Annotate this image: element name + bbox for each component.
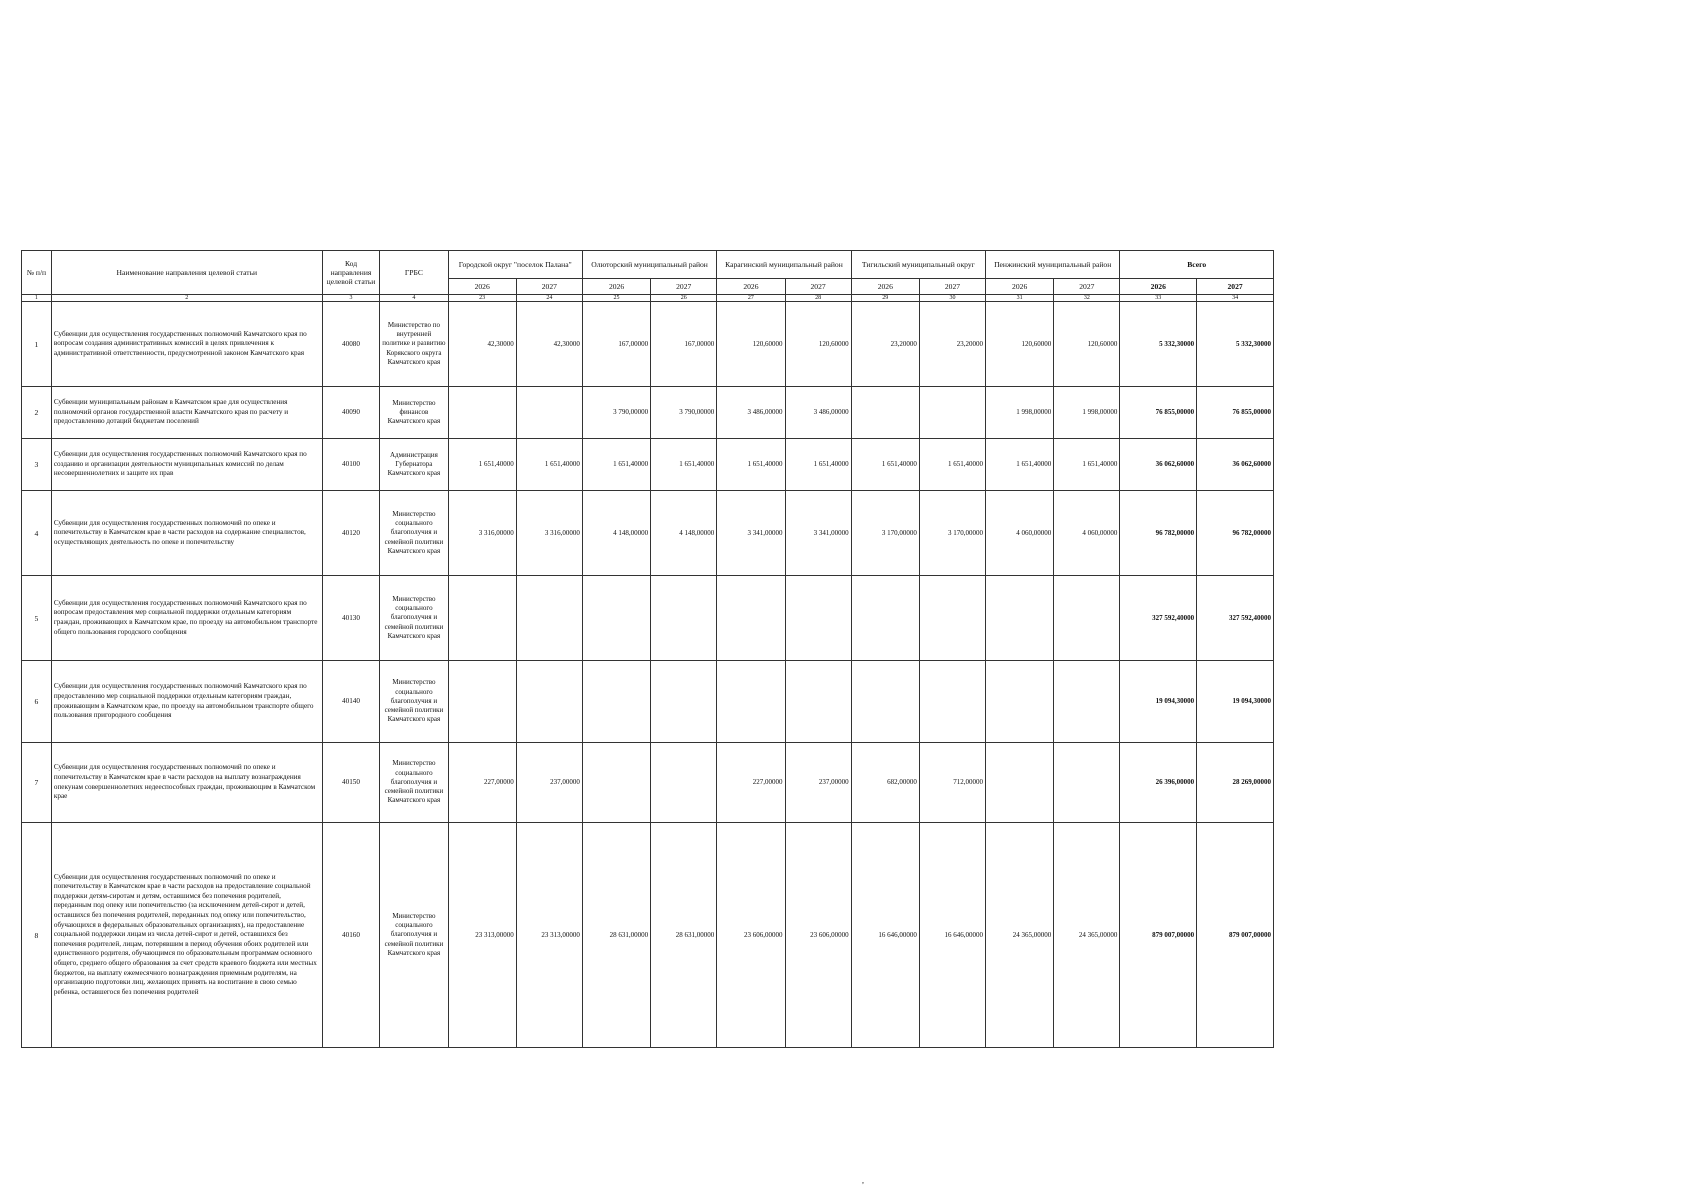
total-cell: 36 062,60000	[1197, 439, 1274, 491]
value-cell	[516, 661, 582, 743]
row-number: 7	[22, 743, 52, 823]
value-cell: 227,00000	[717, 743, 785, 823]
row-number: 1	[22, 302, 52, 387]
header-year: 2027	[1197, 279, 1274, 295]
column-number: 34	[1197, 295, 1274, 302]
value-cell: 120,60000	[717, 302, 785, 387]
total-cell: 96 782,00000	[1120, 491, 1197, 576]
row-code: 40130	[322, 576, 380, 661]
value-cell	[986, 576, 1054, 661]
header-group-olyutorsky: Олюторский муниципальный район	[582, 251, 716, 279]
row-code: 40140	[322, 661, 380, 743]
row-number: 5	[22, 576, 52, 661]
column-number: 26	[651, 295, 717, 302]
total-cell: 879 007,00000	[1197, 823, 1274, 1048]
total-cell: 879 007,00000	[1120, 823, 1197, 1048]
column-number: 2	[51, 295, 322, 302]
row-code: 40150	[322, 743, 380, 823]
row-name: Субвенции муниципальным районам в Камчатском крае для осуществления полномочий органов государственной власти Камчатского края по расчету и предоставлению дотаций бюджетам поселений	[51, 387, 322, 439]
row-name: Субвенции для осуществления государственных полномочий Камчатского края по вопросам создания административных комиссий в целях привлечения к административной ответственности, предусмотренной законом Камчатского края	[51, 302, 322, 387]
value-cell: 120,60000	[1054, 302, 1120, 387]
value-cell	[448, 661, 516, 743]
row-number: 4	[22, 491, 52, 576]
table-row	[22, 491, 1274, 576]
value-cell: 23 606,00000	[717, 823, 785, 1048]
header-name: Наименование направления целевой статьи	[51, 251, 322, 295]
total-cell: 96 782,00000	[1197, 491, 1274, 576]
column-number: 24	[516, 295, 582, 302]
column-number: 4	[380, 295, 448, 302]
value-cell	[516, 387, 582, 439]
column-number: 3	[322, 295, 380, 302]
row-number: 3	[22, 439, 52, 491]
value-cell: 23,20000	[919, 302, 985, 387]
table-row	[22, 302, 1274, 387]
value-cell: 1 998,00000	[986, 387, 1054, 439]
value-cell	[986, 743, 1054, 823]
value-cell: 1 651,40000	[986, 439, 1054, 491]
value-cell: 1 651,40000	[851, 439, 919, 491]
value-cell	[651, 743, 717, 823]
column-number: 27	[717, 295, 785, 302]
value-cell	[851, 576, 919, 661]
row-number: 2	[22, 387, 52, 439]
total-cell: 327 592,40000	[1197, 576, 1274, 661]
value-cell	[516, 576, 582, 661]
table-row	[22, 576, 1274, 661]
value-cell: 23 313,00000	[448, 823, 516, 1048]
table-row	[22, 661, 1274, 743]
value-cell: 4 060,00000	[1054, 491, 1120, 576]
table-row	[22, 439, 1274, 491]
subvention-table	[21, 250, 1274, 1048]
header-year: 2026	[448, 279, 516, 295]
row-code: 40160	[322, 823, 380, 1048]
value-cell	[919, 387, 985, 439]
value-cell	[1054, 661, 1120, 743]
value-cell: 167,00000	[651, 302, 717, 387]
row-name: Субвенции для осуществления государственных полномочий по опеке и попечительству в Камчатском крае в части расходов на предоставление социальной поддержки детям-сиротам и детям, оставшимся без попечения родителей, переданным под опеку или попечительство (за исключением детей-сирот и детей, оставшихся без попечения родителей, переданных под опеку или попечительство, обучающихся в федеральных образовательных организациях), на предоставление социальной поддержки лицам из числа детей-сирот и детей, оставшихся без попечения родителей, лицам, потерявшим в период обучения обоих родителей или единственного родителя, обучающимся по образовательным программам основного общего, среднего общего образования за счет средств краевого бюджета или местных бюджетов, на выплату ежемесячного вознаграждения приемным родителям, на организацию подготовки лиц, желающих принять на воспитание в свою семью ребенка, оставшегося без попечения родителей	[51, 823, 322, 1048]
value-cell: 28 631,00000	[582, 823, 650, 1048]
row-name: Субвенции для осуществления государственных полномочий Камчатского края по предоставлению мер социальной поддержки отдельным категориям граждан, проживающим в Камчатском крае, по проезду на автомобильном транспорте общего пользования пригородного сообщения	[51, 661, 322, 743]
row-grbs: Министерство социального благополучия и семейной политики Камчатского края	[380, 576, 448, 661]
value-cell: 3 341,00000	[717, 491, 785, 576]
value-cell	[851, 661, 919, 743]
table-row	[22, 823, 1274, 1048]
row-number: 6	[22, 661, 52, 743]
row-grbs: Министерство социального благополучия и семейной политики Камчатского края	[380, 823, 448, 1048]
total-cell: 5 332,30000	[1120, 302, 1197, 387]
column-number: 31	[986, 295, 1054, 302]
header-year: 2027	[785, 279, 851, 295]
value-cell	[785, 576, 851, 661]
value-cell	[919, 576, 985, 661]
value-cell: 712,00000	[919, 743, 985, 823]
value-cell: 3 316,00000	[448, 491, 516, 576]
column-number-row	[22, 295, 1274, 302]
value-cell: 3 170,00000	[851, 491, 919, 576]
column-number: 25	[582, 295, 650, 302]
value-cell: 3 170,00000	[919, 491, 985, 576]
value-cell: 3 790,00000	[651, 387, 717, 439]
value-cell: 16 646,00000	[919, 823, 985, 1048]
header-year: 2027	[651, 279, 717, 295]
value-cell: 227,00000	[448, 743, 516, 823]
value-cell: 4 148,00000	[651, 491, 717, 576]
total-cell: 19 094,30000	[1120, 661, 1197, 743]
table-row	[22, 743, 1274, 823]
value-cell	[785, 661, 851, 743]
header-year: 2026	[851, 279, 919, 295]
row-grbs: Администрация Губернатора Камчатского края	[380, 439, 448, 491]
value-cell: 4 060,00000	[986, 491, 1054, 576]
row-grbs: Министерство социального благополучия и семейной политики Камчатского края	[380, 491, 448, 576]
column-number: 33	[1120, 295, 1197, 302]
value-cell: 16 646,00000	[851, 823, 919, 1048]
value-cell: 3 341,00000	[785, 491, 851, 576]
column-number: 30	[919, 295, 985, 302]
value-cell: 120,60000	[785, 302, 851, 387]
header-group-penzhinsky: Пенжинский муниципальный район	[986, 251, 1120, 279]
row-grbs: Министерство финансов Камчатского края	[380, 387, 448, 439]
value-cell	[582, 661, 650, 743]
total-cell: 76 855,00000	[1120, 387, 1197, 439]
value-cell: 42,30000	[448, 302, 516, 387]
value-cell: 1 651,40000	[785, 439, 851, 491]
value-cell	[1054, 743, 1120, 823]
value-cell: 1 651,40000	[582, 439, 650, 491]
header-year: 2027	[516, 279, 582, 295]
value-cell: 23 313,00000	[516, 823, 582, 1048]
table-row	[22, 387, 1274, 439]
row-name: Субвенции для осуществления государственных полномочий Камчатского края по вопросам предоставления мер социальной поддержки отдельным категориям граждан, проживающих в Камчатском крае, по проезду на автомобильном транспорте общего пользования городского сообщения	[51, 576, 322, 661]
total-cell: 19 094,30000	[1197, 661, 1274, 743]
column-number: 23	[448, 295, 516, 302]
row-code: 40120	[322, 491, 380, 576]
header-group-palana: Городской округ "поселок Палана"	[448, 251, 582, 279]
value-cell: 3 316,00000	[516, 491, 582, 576]
row-name: Субвенции для осуществления государственных полномочий Камчатского края по созданию и организации деятельности муниципальных комиссий по делам несовершеннолетних и защите их прав	[51, 439, 322, 491]
subvention-table-sheet	[21, 250, 1274, 1048]
value-cell: 682,00000	[851, 743, 919, 823]
value-cell	[651, 576, 717, 661]
row-name: Субвенции для осуществления государственных полномочий по опеке и попечительству в Камчатском крае в части расходов на содержание специалистов, осуществляющих деятельность по опеке и попечительству	[51, 491, 322, 576]
header-year: 2027	[1054, 279, 1120, 295]
row-code: 40080	[322, 302, 380, 387]
header-group-total: Всего	[1120, 251, 1274, 279]
value-cell: 1 651,40000	[1054, 439, 1120, 491]
total-cell: 26 396,00000	[1120, 743, 1197, 823]
value-cell	[851, 387, 919, 439]
row-grbs: Министерство социального благополучия и семейной политики Камчатского края	[380, 743, 448, 823]
value-cell: 24 365,00000	[1054, 823, 1120, 1048]
header-year: 2026	[1120, 279, 1197, 295]
column-number: 28	[785, 295, 851, 302]
header-group-tigilsky: Тигильский муниципальный округ	[851, 251, 985, 279]
value-cell	[651, 661, 717, 743]
total-cell: 76 855,00000	[1197, 387, 1274, 439]
column-number: 1	[22, 295, 52, 302]
row-code: 40100	[322, 439, 380, 491]
value-cell: 237,00000	[785, 743, 851, 823]
row-grbs: Министерство социального благополучия и семейной политики Камчатского края	[380, 661, 448, 743]
value-cell: 120,60000	[986, 302, 1054, 387]
column-number: 32	[1054, 295, 1120, 302]
value-cell	[582, 743, 650, 823]
total-cell: 5 332,30000	[1197, 302, 1274, 387]
row-code: 40090	[322, 387, 380, 439]
total-cell: 36 062,60000	[1120, 439, 1197, 491]
value-cell	[448, 576, 516, 661]
value-cell	[582, 576, 650, 661]
total-cell: 28 269,00000	[1197, 743, 1274, 823]
header-year: 2026	[986, 279, 1054, 295]
row-grbs: Министерство по внутренней политике и развитию Корякского округа Камчатского края	[380, 302, 448, 387]
footer-mark: ,	[862, 1176, 864, 1185]
value-cell: 1 651,40000	[717, 439, 785, 491]
value-cell: 1 651,40000	[516, 439, 582, 491]
header-year: 2026	[717, 279, 785, 295]
value-cell: 1 998,00000	[1054, 387, 1120, 439]
value-cell	[717, 661, 785, 743]
row-name: Субвенции для осуществления государственных полномочий по опеке и попечительству в Камчатском крае в части расходов на выплату вознаграждения опекунам совершеннолетних недееспособных граждан, проживающим в Камчатском крае	[51, 743, 322, 823]
value-cell: 23 606,00000	[785, 823, 851, 1048]
row-number: 8	[22, 823, 52, 1048]
value-cell: 23,20000	[851, 302, 919, 387]
value-cell	[1054, 576, 1120, 661]
value-cell: 3 486,00000	[785, 387, 851, 439]
header-grbs: ГРБС	[380, 251, 448, 295]
column-number: 29	[851, 295, 919, 302]
value-cell	[717, 576, 785, 661]
value-cell: 1 651,40000	[651, 439, 717, 491]
value-cell	[919, 661, 985, 743]
value-cell: 28 631,00000	[651, 823, 717, 1048]
value-cell: 1 651,40000	[448, 439, 516, 491]
value-cell: 42,30000	[516, 302, 582, 387]
value-cell	[448, 387, 516, 439]
total-cell: 327 592,40000	[1120, 576, 1197, 661]
value-cell: 237,00000	[516, 743, 582, 823]
value-cell: 24 365,00000	[986, 823, 1054, 1048]
value-cell: 4 148,00000	[582, 491, 650, 576]
value-cell: 167,00000	[582, 302, 650, 387]
header-code: Код направления целевой статьи	[322, 251, 380, 295]
value-cell	[986, 661, 1054, 743]
header-year: 2026	[582, 279, 650, 295]
header-group-karaginsky: Карагинский муниципальный район	[717, 251, 851, 279]
value-cell: 3 790,00000	[582, 387, 650, 439]
header-no: № п/п	[22, 251, 52, 295]
value-cell: 3 486,00000	[717, 387, 785, 439]
value-cell: 1 651,40000	[919, 439, 985, 491]
header-year: 2027	[919, 279, 985, 295]
